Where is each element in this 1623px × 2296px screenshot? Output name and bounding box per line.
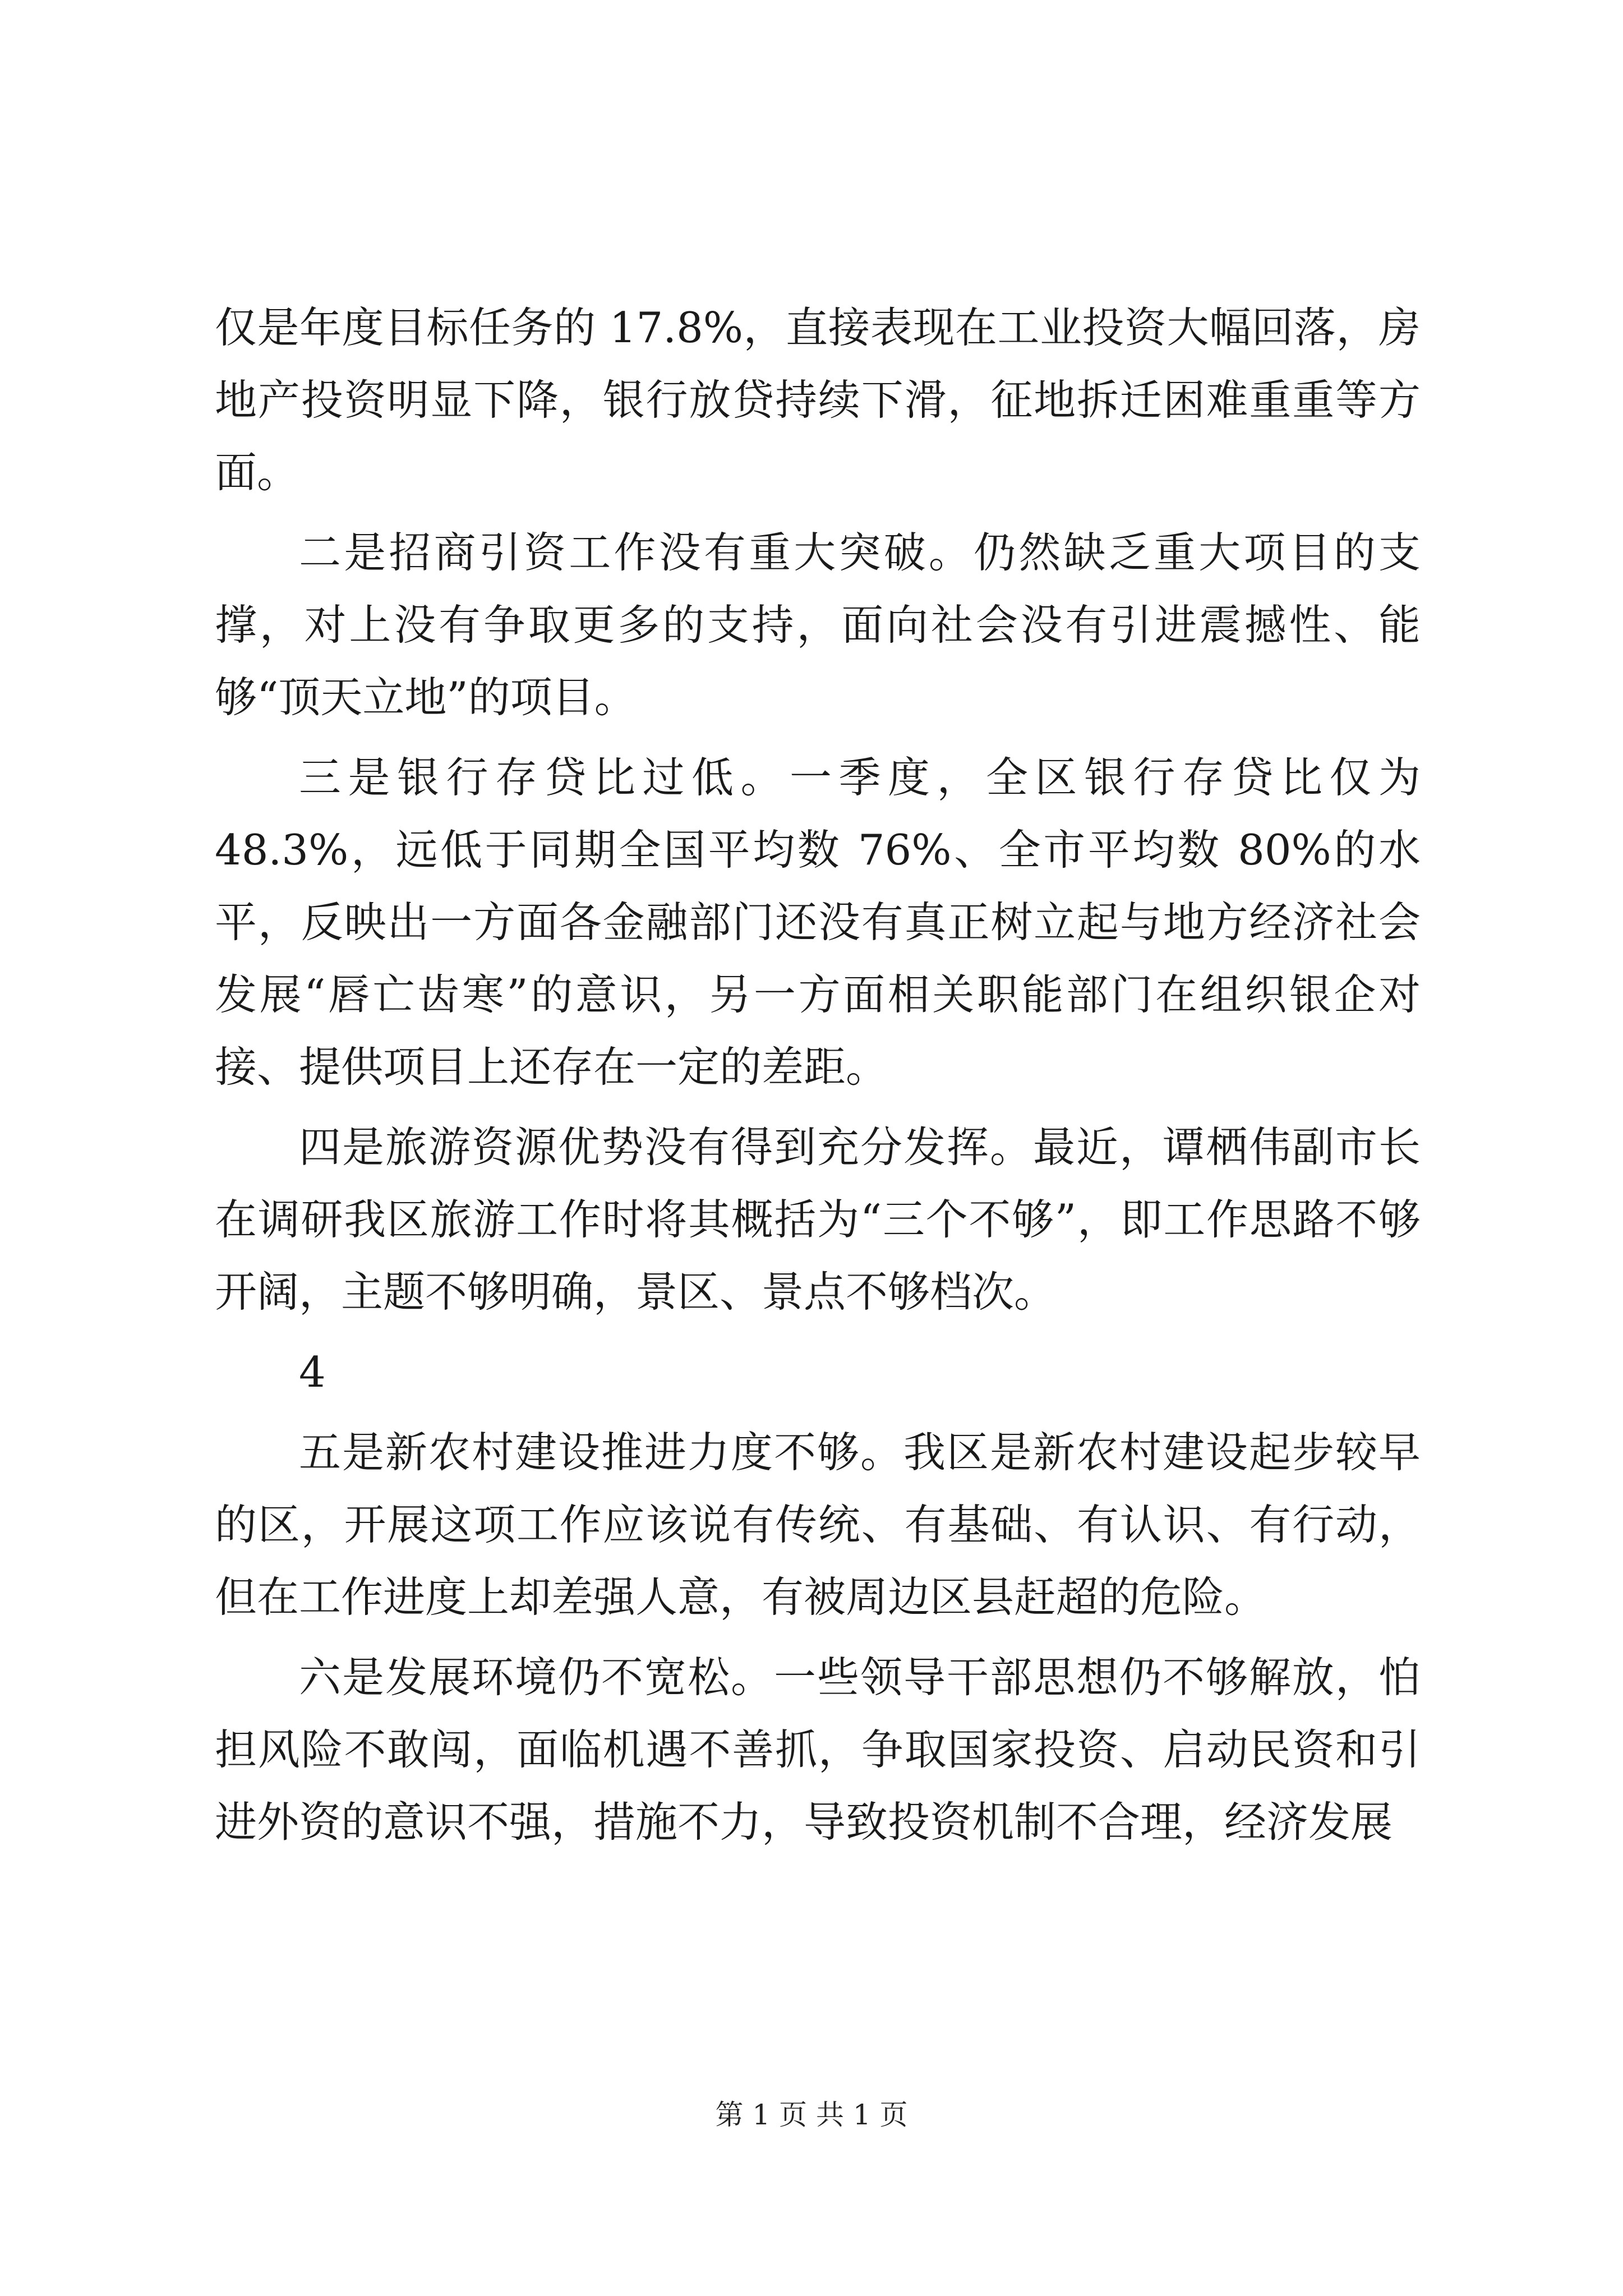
paragraph-environment: 六是发展环境仍不宽松。一些领导干部思想仍不够解放，怕担风险不敢闯，面临机遇不善抓，争取国家投资、启动民资和引进外资的意识不强，措施不力，导致投资机制不合理，经济发展: [215, 1653, 1421, 1847]
paragraph-new-rural: 五是新农村建设推进力度不够。我区是新农村建设起步较早的区，开展这项工作应该说有传统、有基础、有认识、有行动，但在工作进度上却差强人意，有被周边区县赶超的危险。: [215, 1428, 1421, 1622]
page-footer-number: 第 1 页 共 1 页: [715, 2099, 908, 2131]
paragraph-continuation: 仅是年度目标任务的 17.8%，直接表现在工业投资大幅回落，房地产投资明显下降，银行放贷持续下滑，征地拆迁困难重重等方面。: [215, 303, 1421, 497]
document-body: [215, 292, 1421, 1858]
paragraph-number-4: 4: [299, 1347, 326, 1397]
paragraph-investment-breakthrough: 二是招商引资工作没有重大突破。仍然缺乏重大项目的支撑，对上没有争取更多的支持，面向社会没有引进震撼性、能够“顶天立地”的项目。: [215, 528, 1421, 722]
paragraph-tourism: 四是旅游资源优势没有得到充分发挥。最近，谭栖伟副市长在调研我区旅游工作时将其概括为“三个不够”，即工作思路不够开阔，主题不够明确，景区、景点不够档次。: [215, 1122, 1421, 1317]
paragraph-bank-ratio: 三是银行存贷比过低。一季度，全区银行存贷比仅为 48.3%，远低于同期全国平均数 76%、全市平均数 80%的水平，反映出一方面各金融部门还没有真正树立起与地方经济社会发展“唇亡齿寒”的意识，另一方面相关职能部门在组织银企对接、提供项目上还存在一定的差距。: [215, 753, 1421, 1092]
